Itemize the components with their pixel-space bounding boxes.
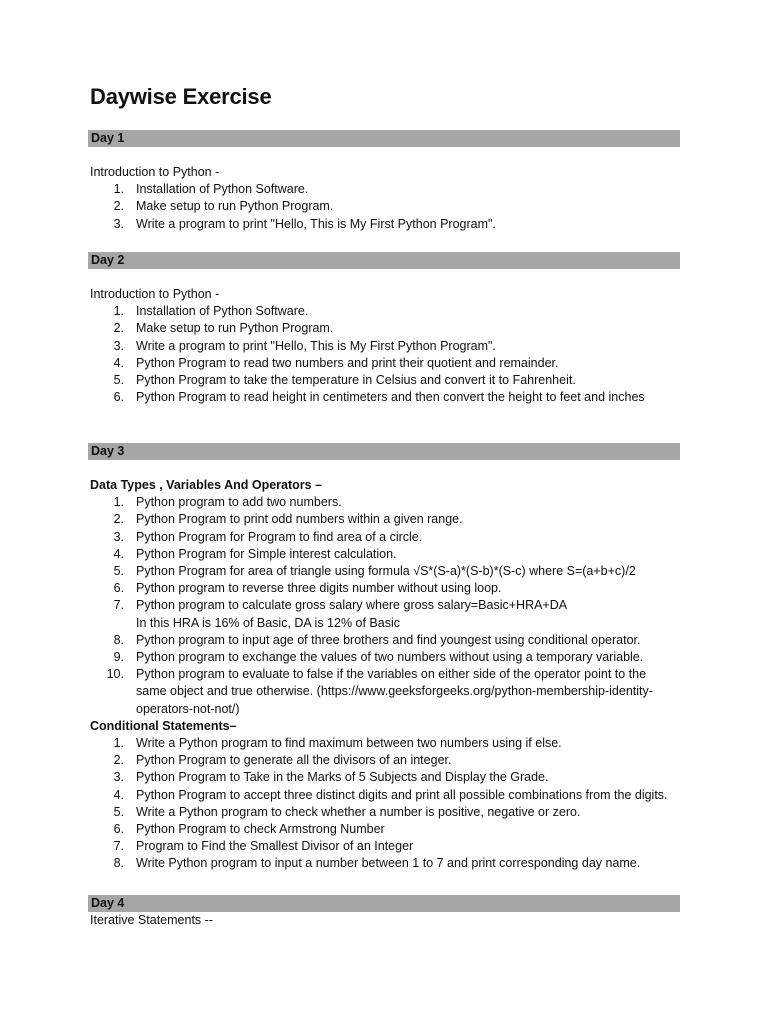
conditional-list: [90, 735, 680, 873]
list-item: 8. Python program to input age of three brothers and find youngest using conditional operator.: [113, 632, 641, 647]
day4-heading-bar: Day 4: [88, 895, 680, 912]
day3-section: [90, 477, 680, 873]
list-item: 10. Python program to evaluate to false if the variables on either side of the operator point to the same object and true otherwise. (https://www.geeksforgeeks.org/python-membership-identity-operators-not-not/): [106, 667, 653, 716]
list-item: 5. Python Program to take the temperature in Celsius and convert it to Fahrenheit.: [113, 373, 576, 388]
day2-intro: Introduction to Python -: [90, 287, 220, 301]
list-item: 2. Make setup to run Python Program.: [113, 321, 334, 336]
day4-section: [90, 912, 680, 929]
list-item: 3. Python Program for Program to find area of a circle.: [113, 529, 423, 544]
list-item: 1. Write a Python program to find maximum between two numbers using if else.: [113, 736, 562, 751]
list-item: 6. Python Program to check Armstrong Number: [113, 822, 385, 837]
list-item: 4. Python Program for Simple interest calculation.: [113, 546, 397, 561]
list-item: 4. Python Program to read two numbers and print their quotient and remainder.: [113, 355, 559, 370]
list-item: 3. Write a program to print "Hello, This is My First Python Program".: [113, 338, 496, 353]
list-item: 5. Write a Python program to check whether a number is positive, negative or zero.: [113, 804, 581, 819]
list-item: 2. Python Program to generate all the divisors of an integer.: [113, 753, 452, 768]
data-types-heading: Data Types , Variables And Operators –: [90, 478, 323, 492]
list-item: 1. Installation of Python Software.: [113, 182, 309, 197]
conditional-statements-heading: Conditional Statements–: [90, 718, 237, 733]
list-item: 7. Program to Find the Smallest Divisor of an Integer: [113, 839, 414, 854]
list-item: 7. Python program to calculate gross salary where gross salary=Basic+HRA+DA In this HRA is 16% of Basic, DA is 12% of Basic: [90, 597, 680, 631]
data-types-list: [90, 494, 680, 718]
day1-list: [90, 181, 680, 233]
list-item: 2. Python Program to print odd numbers within a given range.: [113, 512, 463, 527]
day1-heading-bar: Day 1: [88, 130, 680, 147]
day1-section: [90, 164, 680, 233]
item-note: In this HRA is 16% of Basic, DA is 12% of Basic: [136, 615, 401, 630]
list-item: 5. Python Program for area of triangle using formula √S*(S-a)*(S-b)*(S-c) where S=(a+b+c)/2: [113, 564, 636, 579]
list-item: 1. Installation of Python Software.: [113, 304, 309, 319]
list-item: 2. Make setup to run Python Program.: [113, 199, 334, 214]
day2-section: [90, 286, 680, 406]
day2-heading-bar: Day 2: [88, 252, 680, 269]
page-title: Daywise Exercise: [90, 84, 272, 109]
day4-intro: Iterative Statements --: [90, 913, 213, 927]
list-item: 3. Write a program to print "Hello, This is My First Python Program".: [113, 216, 496, 231]
list-item: 6. Python program to reverse three digits number without using loop.: [113, 581, 502, 596]
list-item: 4. Python Program to accept three distinct digits and print all possible combinations from the digits.: [113, 787, 668, 802]
list-item: 6. Python Program to read height in centimeters and then convert the height to feet and inches: [113, 390, 645, 405]
day2-list: [90, 303, 680, 406]
list-item: 1. Python program to add two numbers.: [113, 495, 342, 510]
list-item: 8. Write Python program to input a number between 1 to 7 and print corresponding day name.: [113, 856, 641, 871]
list-item: 9. Python program to exchange the values of two numbers without using a temporary variable.: [113, 650, 644, 665]
day1-intro: Introduction to Python -: [90, 165, 220, 179]
list-item: 3. Python Program to Take in the Marks of 5 Subjects and Display the Grade.: [113, 770, 549, 785]
day3-heading-bar: Day 3: [88, 443, 680, 460]
